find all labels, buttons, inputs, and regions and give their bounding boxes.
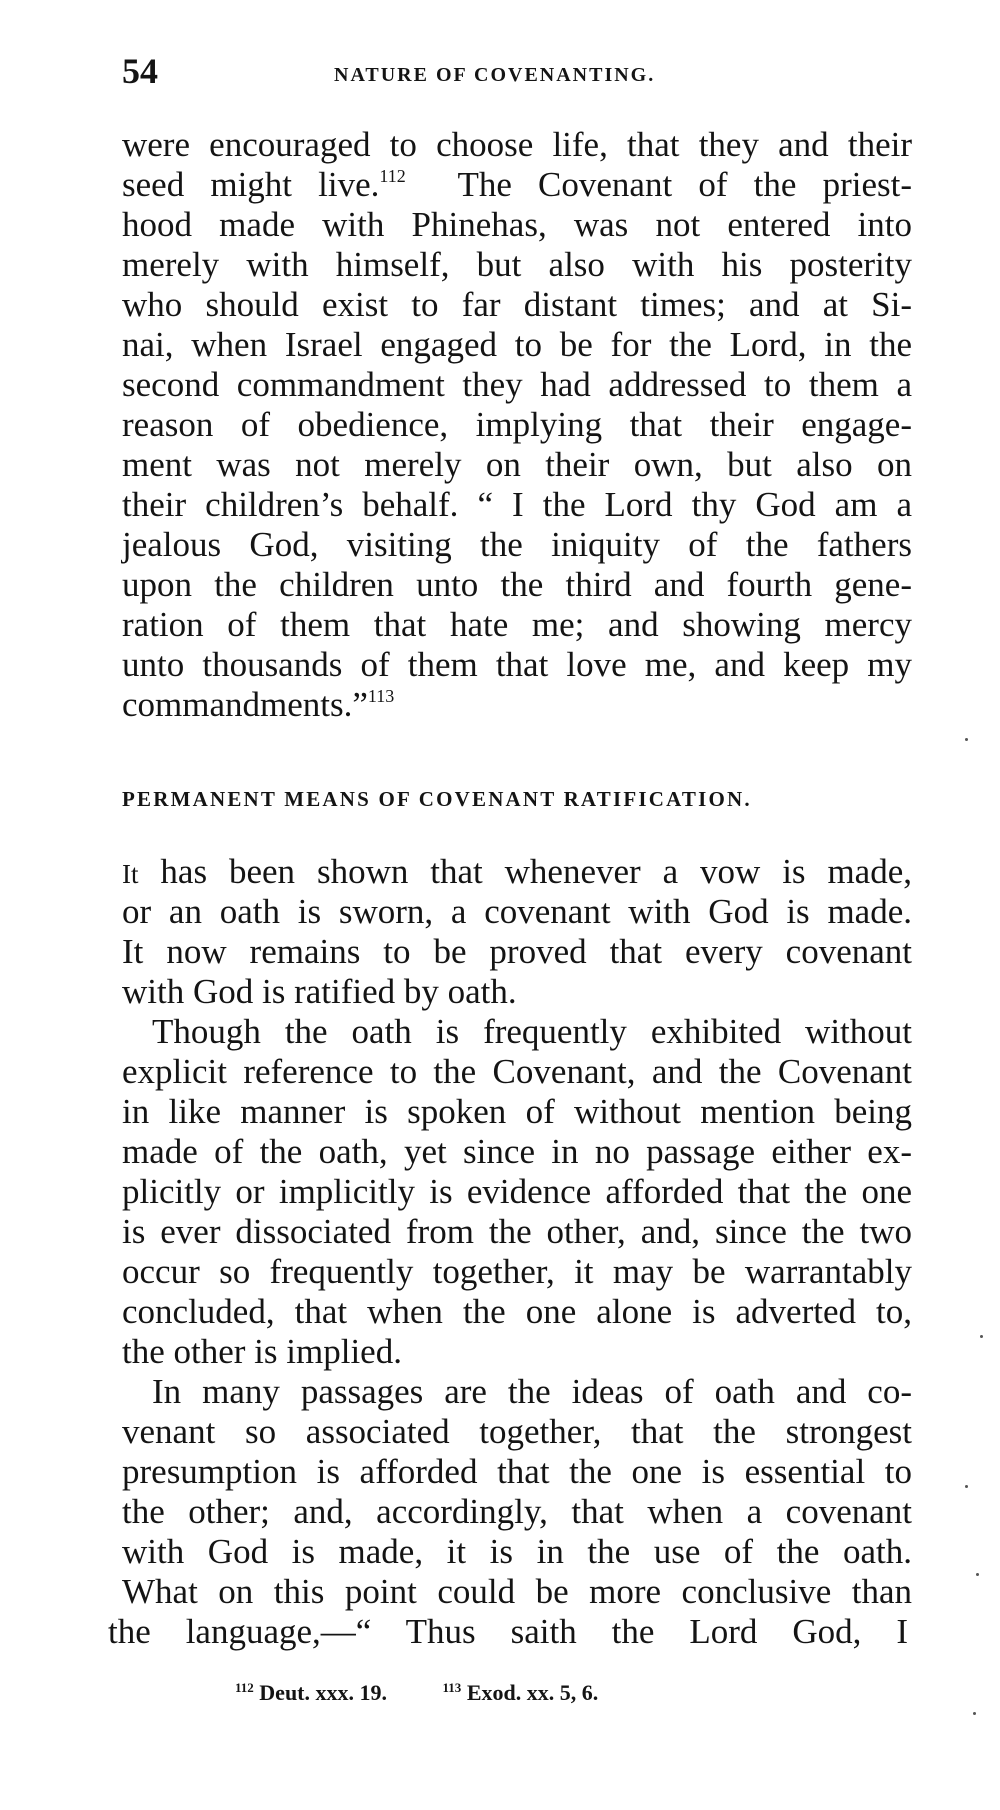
text-line: were encouraged to choose life, that they and their [122, 125, 912, 164]
text-line: upon the children unto the third and fourth gene- [122, 565, 912, 604]
text-line: nai, when Israel engaged to be for the Lord, in the [122, 325, 912, 364]
footnotes [235, 1680, 648, 1706]
text-line: occur so frequently together, it may be warrantably [122, 1252, 912, 1291]
text-line: second commandment they had addressed to them a [122, 365, 912, 404]
text-line: reason of obedience, implying that their engage- [122, 405, 912, 444]
print-speck [965, 738, 968, 741]
page-header [122, 50, 912, 100]
text-line: merely with himself, but also with his posterity [122, 245, 912, 284]
footnote-ref-113: 113 [367, 686, 395, 706]
text-line: What on this point could be more conclusive than [122, 1572, 912, 1611]
text-line: the other; and, accordingly, that when a covenant [122, 1492, 912, 1531]
text-line: who should exist to far distant times; and at Si- [122, 285, 912, 324]
print-speck [973, 1712, 976, 1715]
text-line: presumption is afforded that the one is essential to [122, 1452, 912, 1491]
text-line: jealous God, visiting the iniquity of the fathers [122, 525, 912, 564]
print-speck [965, 1485, 968, 1488]
page-number: 54 [122, 51, 158, 91]
footnote-113: $^{113}$ Exod. xx. 5, 6. [442, 1680, 599, 1705]
text-line: made of the oath, yet since in no passage either ex- [122, 1132, 912, 1171]
text-line: in like manner is spoken of without mention being [122, 1092, 912, 1131]
text-line: hood made with Phinehas, was not entered into [122, 205, 912, 244]
text-line: ment was not merely on their own, but also on [122, 445, 912, 484]
text-line: In many passages are the ideas of oath and co- [152, 1372, 912, 1411]
text-line: concluded, that when the one alone is adverted to, [122, 1292, 912, 1331]
text-line: ration of them that hate me; and showing mercy [122, 605, 912, 644]
text-line: with God is made, it is in the use of the oath. [122, 1532, 912, 1571]
text-line: their children’s behalf. “ I the Lord thy God am a [122, 485, 912, 524]
text-line: or an oath is sworn, a covenant with God is made. [122, 892, 912, 931]
text-line: venant so associated together, that the strongest [122, 1412, 912, 1451]
print-speck [980, 1335, 983, 1338]
section-heading: PERMANENT MEANS OF COVENANT RATIFICATION. [122, 787, 752, 811]
text-line: It has been shown that whenever a vow is made, [122, 852, 912, 891]
text-line: explicit reference to the Covenant, and the Covenant [122, 1052, 912, 1091]
text-line: Though the oath is frequently exhibited without [152, 1012, 912, 1051]
text-line: plicitly or implicitly is evidence afforded that the one [122, 1172, 912, 1211]
footnote-ref-112: 112 [379, 166, 406, 186]
text-line: the language,—“ Thus saith the Lord God, I [108, 1612, 908, 1651]
footnote-112: $^{112}$ Deut. xxx. 19. [235, 1680, 388, 1705]
text-line: It now remains to be proved that every covenant [122, 932, 912, 971]
running-head: NATURE OF COVENANTING. [334, 64, 656, 86]
print-speck [976, 1573, 979, 1576]
text-line: the other is implied. [122, 1332, 402, 1371]
text-line: is ever dissociated from the other, and, since the two [122, 1212, 912, 1251]
text-line: commandments.”$^{113}$ [122, 685, 395, 724]
text-line: unto thousands of them that love me, and keep my [122, 645, 912, 684]
text-line: seed might live.$^{112}$ The Covenant of the priest- [122, 165, 912, 204]
text-line: with God is ratified by oath. [122, 972, 517, 1011]
